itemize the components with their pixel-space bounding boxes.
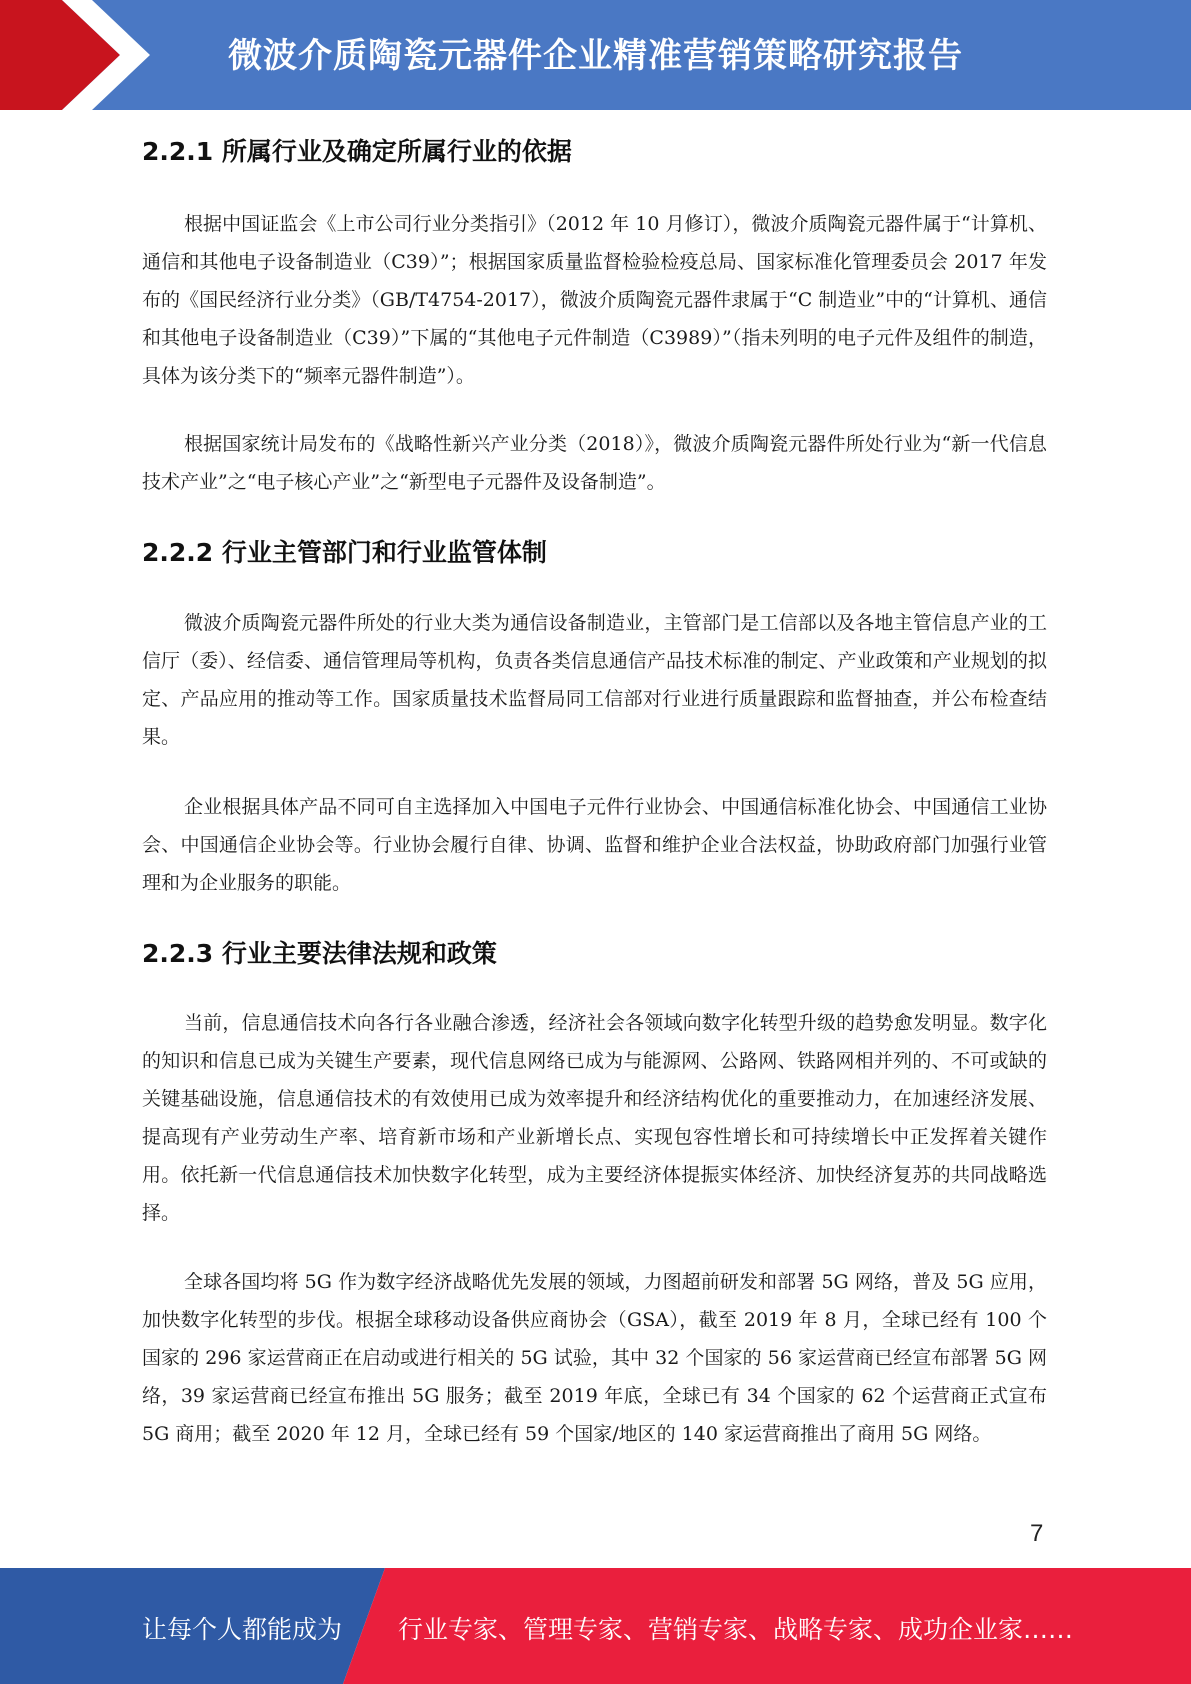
page-footer (0, 1568, 1191, 1684)
page-number: 7 (1030, 1520, 1044, 1547)
paragraph: 根据国家统计局发布的《战略性新兴产业分类（2018）》，微波介质陶瓷元器件所处行业为“新一代信息技术产业”之“电子核心产业”之“新型电子元器件及设备制造”。 (142, 433, 1047, 493)
section-heading-2-2-1: 2.2.1 所属行业及确定所属行业的依据 (142, 137, 572, 166)
page-header (0, 0, 1191, 110)
paragraph: 当前，信息通信技术向各行各业融合渗透，经济社会各领域向数字化转型升级的趋势愈发明显。数字化的知识和信息已成为关键生产要素，现代信息网络已成为与能源网、公路网、铁路网相并列的、不可或缺的关键基础设施，信息通信技术的有效使用已成为效率提升和经济结构优化的重要推动力，在加速经济发展、提高现有产业劳动生产率、培育新市场和产业新增长点、实现包容性增长和可持续增长中正发挥着关键作用。依托新一代信息通信技术加快数字化转型，成为主要经济体提振实体经济、加快经济复苏的共同战略选择。 (142, 1012, 1047, 1224)
paragraph: 微波介质陶瓷元器件所处的行业大类为通信设备制造业，主管部门是工信部以及各地主管信息产业的工信厅（委）、经信委、通信管理局等机构，负责各类信息通信产品技术标准的制定、产业政策和产业规划的拟定、产品应用的推动等工作。国家质量技术监督局同工信部对行业进行质量跟踪和监督抽查，并公布检查结果。 (142, 612, 1047, 748)
paragraph: 根据中国证监会《上市公司行业分类指引》（2012 年 10 月修订），微波介质陶瓷元器件属于“计算机、通信和其他电子设备制造业（C39）”；根据国家质量监督检验检疫总局、国家标准化管理委员会 2017 年发布的《国民经济行业分类》（GB/T4754-2017），微波介质陶瓷元器件隶属于“C 制造业”中的“计算机、通信和其他电子设备制造业（C39）”下属的“其他电子元件制造（C3989）”（指未列明的电子元件及组件的制造，具体为该分类下的“频率元器件制造”）。 (142, 213, 1047, 387)
paragraph: 企业根据具体产品不同可自主选择加入中国电子元件行业协会、中国通信标准化协会、中国通信工业协会、中国通信企业协会等。行业协会履行自律、协调、监督和维护企业合法权益，协助政府部门加强行业管理和为企业服务的职能。 (142, 796, 1047, 894)
footer-slogan-left: 让每个人都能成为 (142, 1615, 343, 1644)
section-heading-2-2-3: 2.2.3 行业主要法律法规和政策 (142, 939, 497, 968)
paragraph: 全球各国均将 5G 作为数字经济战略优先发展的领域，力图超前研发和部署 5G 网络，普及 5G 应用，加快数字化转型的步伐。根据全球移动设备供应商协会（GSA），截至 2019 年 8 月，全球已经有 100 个国家的 296 家运营商正在启动或进行相关的 5G 试验，其中 32 个国家的 56 家运营商已经宣布部署 5G 网络，39 家运营商已经宣布推出 5G 服务；截至 2019 年底，全球已有 34 个国家的 62 个运营商正式宣布 5G 商用；截至 2020 年 12 月，全球已经有 59 个国家/地区的 140 家运营商推出了商用 5G 网络。 (142, 1271, 1047, 1445)
report-title: 微波介质陶瓷元器件企业精准营销策略研究报告 (228, 36, 963, 76)
section-heading-2-2-2: 2.2.2 行业主管部门和行业监管体制 (142, 538, 547, 567)
footer-slogan-right: 行业专家、管理专家、营销专家、战略专家、成功企业家…… (398, 1615, 1074, 1644)
